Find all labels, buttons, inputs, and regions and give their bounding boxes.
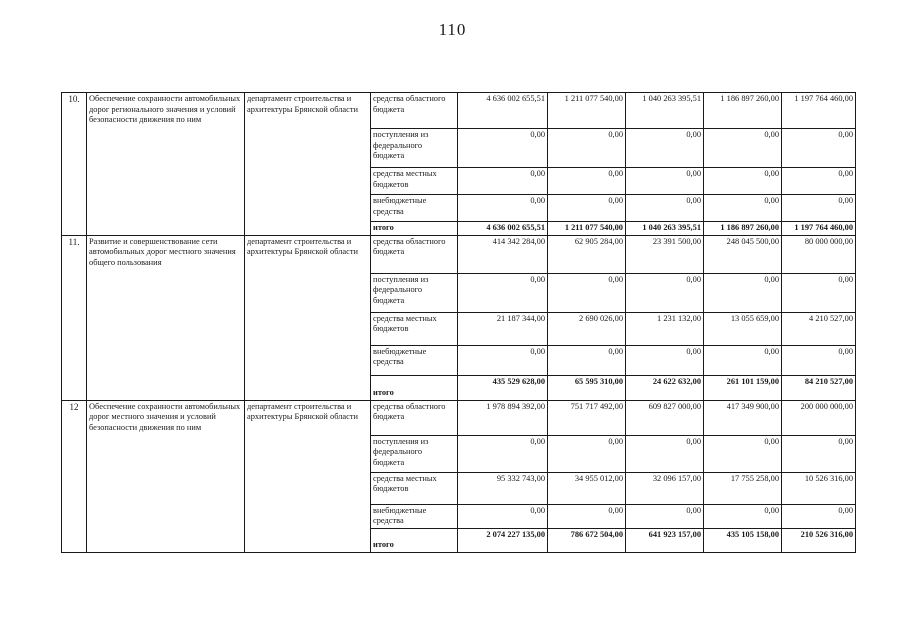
measure-name: Обеспечение сохранности автомобильных дорог местного значения и условий безопасности движения по ним	[87, 400, 245, 552]
total-value: 2 074 227 135,00	[458, 528, 548, 552]
value-cell: 1 186 897 260,00	[704, 93, 782, 129]
value-cell: 1 211 077 540,00	[548, 93, 626, 129]
source-label: средства местных бюджетов	[371, 168, 458, 195]
total-label: итого	[371, 222, 458, 236]
value-cell: 80 000 000,00	[782, 235, 856, 273]
value-cell: 0,00	[626, 168, 704, 195]
value-cell: 0,00	[626, 435, 704, 472]
row-number: 12	[62, 400, 87, 552]
value-cell: 0,00	[548, 168, 626, 195]
value-cell: 200 000 000,00	[782, 400, 856, 435]
value-cell: 0,00	[458, 195, 548, 222]
value-cell: 0,00	[704, 129, 782, 168]
value-cell: 62 905 284,00	[548, 235, 626, 273]
total-label: итого	[371, 528, 458, 552]
value-cell: 17 755 258,00	[704, 472, 782, 504]
department: департамент строительства и архитектуры Брянской области	[245, 400, 371, 552]
budget-table	[61, 92, 856, 553]
value-cell: 0,00	[704, 345, 782, 375]
value-cell: 0,00	[782, 435, 856, 472]
row-number: 11.	[62, 235, 87, 400]
source-label: средства местных бюджетов	[371, 472, 458, 504]
department: департамент строительства и архитектуры Брянской области	[245, 93, 371, 236]
source-label: поступления из федерального бюджета	[371, 129, 458, 168]
source-label: внебюджетные средства	[371, 195, 458, 222]
value-cell: 609 827 000,00	[626, 400, 704, 435]
total-value: 1 040 263 395,51	[626, 222, 704, 236]
value-cell: 0,00	[548, 273, 626, 312]
total-value: 4 636 002 655,51	[458, 222, 548, 236]
value-cell: 0,00	[626, 195, 704, 222]
value-cell: 23 391 500,00	[626, 235, 704, 273]
value-cell: 32 096 157,00	[626, 472, 704, 504]
value-cell: 1 978 894 392,00	[458, 400, 548, 435]
total-label: итого	[371, 375, 458, 400]
value-cell: 0,00	[626, 129, 704, 168]
value-cell: 0,00	[782, 273, 856, 312]
value-cell: 0,00	[626, 273, 704, 312]
value-cell: 10 526 316,00	[782, 472, 856, 504]
table-row	[62, 235, 856, 273]
value-cell: 13 055 659,00	[704, 312, 782, 345]
total-value: 435 529 628,00	[458, 375, 548, 400]
value-cell: 0,00	[458, 168, 548, 195]
value-cell: 0,00	[782, 345, 856, 375]
value-cell: 248 045 500,00	[704, 235, 782, 273]
value-cell: 0,00	[782, 129, 856, 168]
value-cell: 0,00	[458, 435, 548, 472]
value-cell: 0,00	[704, 435, 782, 472]
total-value: 84 210 527,00	[782, 375, 856, 400]
value-cell: 0,00	[782, 195, 856, 222]
source-label: поступления из федерального бюджета	[371, 273, 458, 312]
value-cell: 0,00	[704, 504, 782, 528]
value-cell: 417 349 900,00	[704, 400, 782, 435]
source-label: внебюджетные средства	[371, 345, 458, 375]
value-cell: 21 187 344,00	[458, 312, 548, 345]
total-value: 786 672 504,00	[548, 528, 626, 552]
value-cell: 0,00	[626, 345, 704, 375]
source-label: поступления из федерального бюджета	[371, 435, 458, 472]
row-number: 10.	[62, 93, 87, 236]
measure-name: Обеспечение сохранности автомобильных дорог регионального значения и условий безопасности движения по ним	[87, 93, 245, 236]
value-cell: 0,00	[704, 195, 782, 222]
table-row	[62, 400, 856, 435]
total-value: 641 923 157,00	[626, 528, 704, 552]
value-cell: 0,00	[548, 129, 626, 168]
total-value: 435 105 158,00	[704, 528, 782, 552]
value-cell: 751 717 492,00	[548, 400, 626, 435]
source-label: внебюджетные средства	[371, 504, 458, 528]
total-value: 210 526 316,00	[782, 528, 856, 552]
source-label: средства областного бюджета	[371, 400, 458, 435]
department: департамент строительства и архитектуры Брянской области	[245, 235, 371, 400]
value-cell: 4 636 002 655,51	[458, 93, 548, 129]
value-cell: 0,00	[548, 504, 626, 528]
value-cell: 0,00	[704, 273, 782, 312]
measure-name: Развитие и совершенствование сети автомобильных дорог местного значения общего пользования	[87, 235, 245, 400]
source-label: средства местных бюджетов	[371, 312, 458, 345]
page-number: 110	[438, 20, 467, 39]
value-cell: 0,00	[458, 504, 548, 528]
value-cell: 0,00	[458, 345, 548, 375]
value-cell: 0,00	[626, 504, 704, 528]
total-value: 1 197 764 460,00	[782, 222, 856, 236]
value-cell: 95 332 743,00	[458, 472, 548, 504]
total-value: 24 622 632,00	[626, 375, 704, 400]
value-cell: 1 040 263 395,51	[626, 93, 704, 129]
value-cell: 0,00	[548, 435, 626, 472]
total-value: 65 595 310,00	[548, 375, 626, 400]
source-label: средства областного бюджета	[371, 93, 458, 129]
value-cell: 0,00	[548, 345, 626, 375]
value-cell: 1 231 132,00	[626, 312, 704, 345]
value-cell: 0,00	[458, 273, 548, 312]
value-cell: 0,00	[704, 168, 782, 195]
total-value: 1 186 897 260,00	[704, 222, 782, 236]
value-cell: 0,00	[548, 195, 626, 222]
value-cell: 414 342 284,00	[458, 235, 548, 273]
value-cell: 0,00	[782, 168, 856, 195]
source-label: средства областного бюджета	[371, 235, 458, 273]
value-cell: 0,00	[782, 504, 856, 528]
value-cell: 1 197 764 460,00	[782, 93, 856, 129]
table-row	[62, 93, 856, 129]
value-cell: 2 690 026,00	[548, 312, 626, 345]
value-cell: 0,00	[458, 129, 548, 168]
total-value: 261 101 159,00	[704, 375, 782, 400]
total-value: 1 211 077 540,00	[548, 222, 626, 236]
value-cell: 34 955 012,00	[548, 472, 626, 504]
value-cell: 4 210 527,00	[782, 312, 856, 345]
